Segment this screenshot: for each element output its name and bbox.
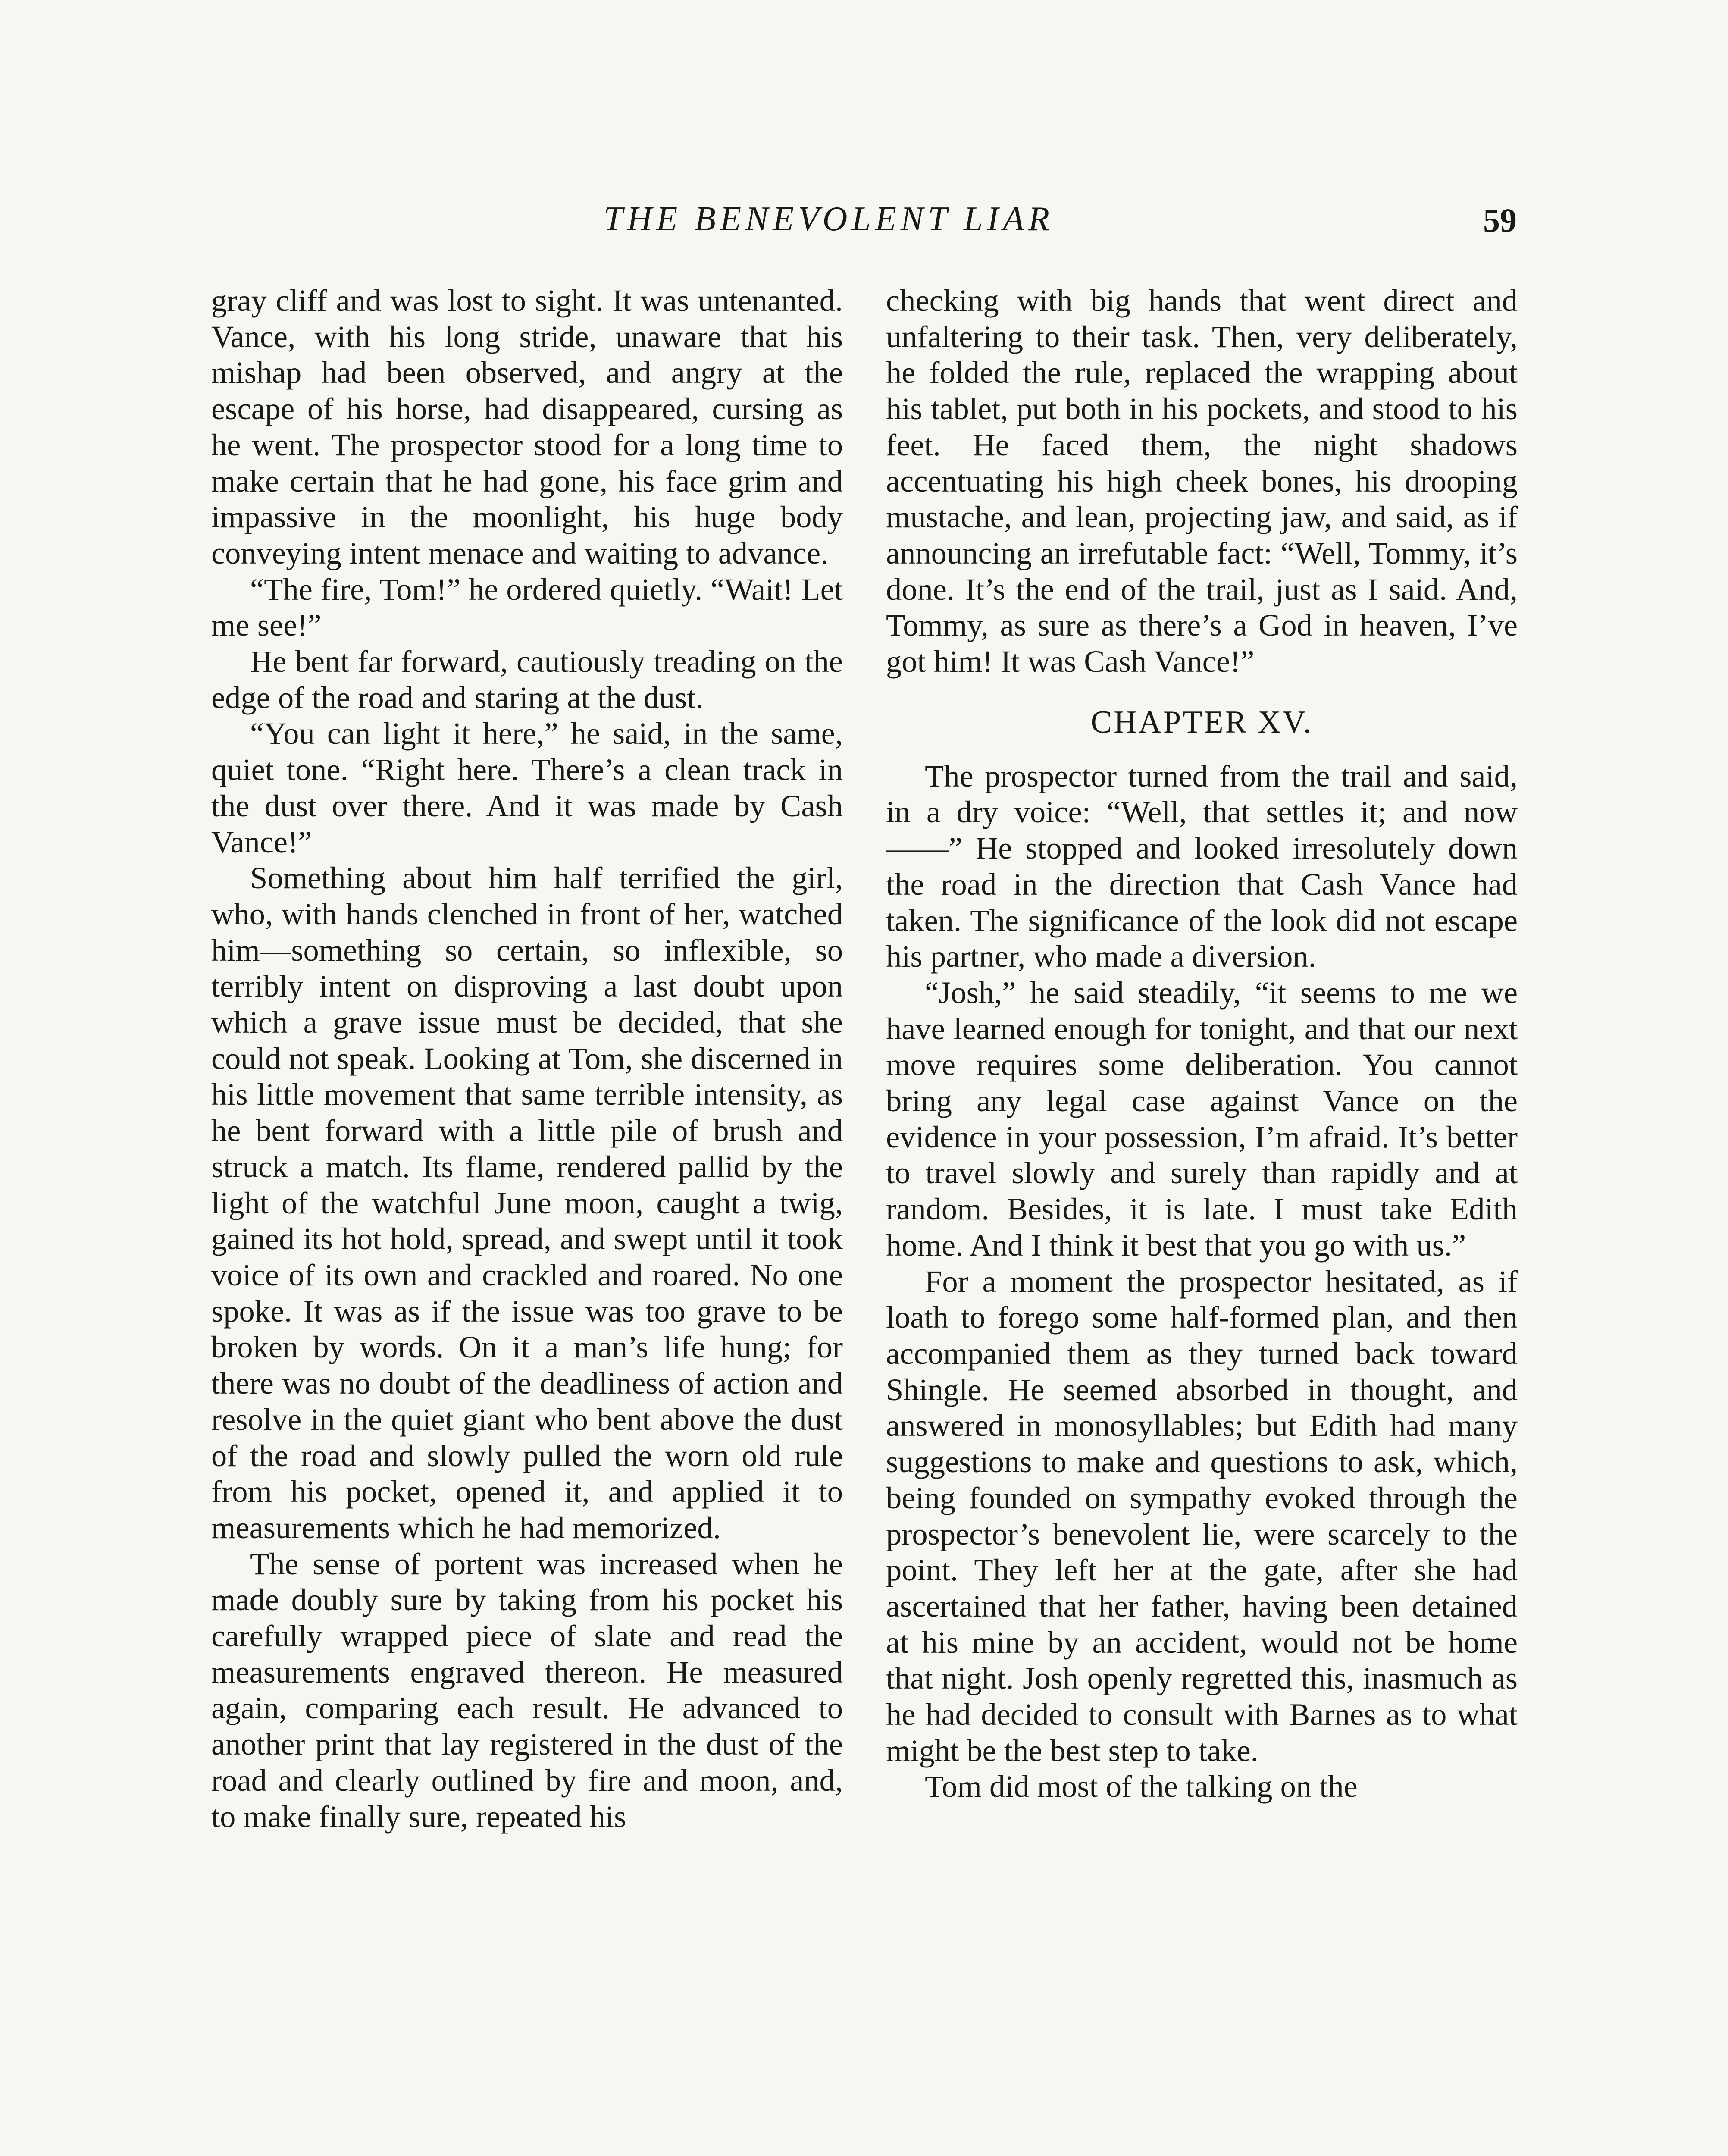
paragraph: The prospector turned from the trail and said, in a dry voice: “Well, that settles it; and now——” He stopped and looked irresolutely down the road in the direction that Cash Vance had taken. The significance of the look did not escape his partner, who made a diversion. <box>886 758 1518 974</box>
paragraph: “You can light it here,” he said, in the same, quiet tone. “Right here. There’s a clean track in the dust over there. And it was made by Cash Vance!” <box>211 716 843 859</box>
left-column <box>211 282 843 1834</box>
page-number: 59 <box>1483 201 1517 239</box>
paragraph: checking with big hands that went direct and unfaltering to their task. Then, very deliberately, he folded the rule, replaced the wrapping about his tablet, put both in his pockets, and stood to his feet. He faced them, the night shadows accentuating his high cheek bones, his drooping mustache, and lean, projecting jaw, and said, as if announcing an irrefutable fact: “Well, Tommy, it’s done. It’s the end of the trail, just as I said. And, Tommy, as sure as there’s a God in heaven, I’ve got him! It was Cash Vance!” <box>886 283 1518 679</box>
paragraph: For a moment the prospector hesitated, as if loath to forego some half-formed plan, and then accompanied them as they turned back toward Shingle. He seemed absorbed in thought, and answered in monosyllables; but Edith had many suggestions to make and questions to ask, which, being founded on sympathy evoked through the prospector’s benevolent lie, were scarcely to the point. They left her at the gate, after she had ascertained that her father, having been detained at his mine by an accident, would not be home that night. Josh openly regretted this, inasmuch as he had decided to consult with Barnes as to what might be the best step to take. <box>886 1263 1518 1768</box>
paragraph: “The fire, Tom!” he ordered quietly. “Wait! Let me see!” <box>211 571 843 643</box>
chapter-heading: CHAPTER XV. <box>1090 704 1313 740</box>
running-header-title: THE BENEVOLENT LIAR <box>604 200 1054 238</box>
paragraph: Tom did most of the talking on the <box>925 1769 1358 1804</box>
paragraph: Something about him half terrified the girl, who, with hands clenched in front of her, watched him—something so certain, so inflexible, so terribly intent on disproving a last doubt upon which a grave issue must be decided, that she could not speak. Looking at Tom, she discerned in his little movement that same terrible intensity, as he bent forward with a little pile of brush and struck a match. Its flame, rendered pallid by the light of the watchful June moon, caught a twig, gained its hot hold, spread, and swept until it took voice of its own and crackled and roared. No one spoke. It was as if the issue was too grave to be broken by words. On it a man’s life hung; for there was no doubt of the deadliness of action and resolve in the quiet giant who bent above the dust of the road and slowly pulled the worn old rule from his pocket, opened it, and applied it to measurements which he had memorized. <box>211 860 843 1545</box>
paragraph: The sense of portent was increased when he made doubly sure by taking from his pocket his carefully wrapped piece of slate and read the measurements engraved thereon. He measured again, comparing each result. He advanced to another print that lay registered in the dust of the road and clearly outlined by fire and moon, and, to make finally sure, repeated his <box>211 1546 843 1834</box>
paragraph: He bent far forward, cautiously treading on the edge of the road and staring at the dust. <box>211 644 843 715</box>
paragraph: gray cliff and was lost to sight. It was untenanted. Vance, with his long stride, unaware that his mishap had been observed, and angry at the escape of his horse, had disappeared, cursing as he went. The prospector stood for a long time to make certain that he had gone, his face grim and impassive in the moonlight, his huge body conveying intent menace and waiting to advance. <box>211 283 843 570</box>
paragraph: “Josh,” he said steadily, “it seems to me we have learned enough for tonight, and that our next move requires some deliberation. You cannot bring any legal case against Vance on the evidence in your possession, I’m afraid. It’s better to travel slowly and surely than rapidly and at random. Besides, it is late. I must take Edith home. And I think it best that you go with us.” <box>886 975 1518 1263</box>
right-column <box>886 282 1518 1805</box>
